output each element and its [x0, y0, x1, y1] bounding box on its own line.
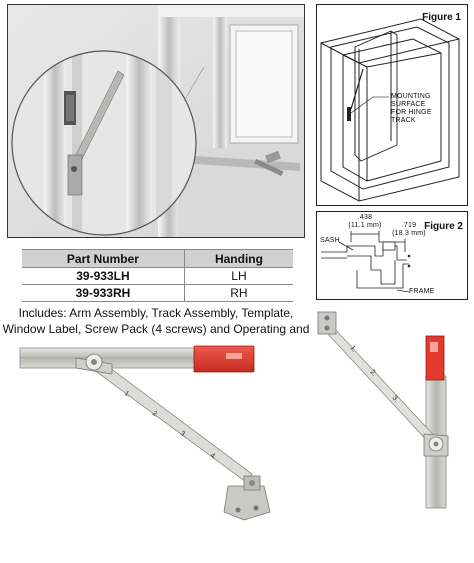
sash-label: SASH [320, 237, 340, 244]
svg-text:1.: 1. [122, 389, 132, 400]
dimension-inch: .719 [401, 222, 417, 229]
label-line: TRACK [391, 117, 416, 124]
handing-cell: LH [184, 268, 293, 285]
table-row [22, 268, 293, 285]
dimension-mm: (18.3 mm) [392, 230, 426, 237]
hinge-product-photo-horizontal [14, 336, 276, 536]
column-header-part-number: Part Number [22, 250, 184, 268]
window-hinge-illustration [8, 5, 304, 237]
table-header-row [22, 250, 293, 268]
svg-text:4.: 4. [208, 451, 218, 462]
figure-1-title: Figure 1 [422, 12, 461, 23]
cross-section-drawing [317, 212, 467, 299]
part-number-cell: 39-933RH [22, 285, 184, 302]
frame-label: FRAME [409, 288, 435, 295]
column-header-handing: Handing [184, 250, 293, 268]
figure-2-title: Figure 2 [424, 221, 463, 232]
part-number-cell: 39-933LH [22, 268, 184, 285]
mounting-surface-label [391, 93, 432, 125]
parts-table [22, 249, 293, 302]
label-line: SURFACE [391, 101, 426, 108]
dimension-inch: .438 [357, 214, 373, 221]
svg-text:3.: 3. [178, 429, 188, 440]
table-row [22, 285, 293, 302]
svg-text:3.: 3. [390, 394, 400, 404]
includes-line-1: Includes: Arm Assembly, Track Assembly, Template, [18, 306, 294, 320]
figure-2-panel [316, 211, 468, 300]
label-line: FOR HINGE [391, 109, 432, 116]
svg-text:1.: 1. [348, 344, 358, 354]
product-photo [7, 4, 305, 238]
svg-text:2.: 2. [368, 368, 378, 378]
dimension-mm: (11.1 mm) [348, 222, 382, 229]
includes-description [0, 305, 312, 337]
hinge-product-photo-vertical [312, 306, 472, 516]
handing-cell: RH [184, 285, 293, 302]
figure-1-panel [316, 4, 468, 206]
label-line: MOUNTING [391, 93, 431, 100]
includes-line-2: Window Label, Screw Pack (4 screws) and Operating and [2, 322, 310, 336]
svg-text:2.: 2. [150, 409, 160, 420]
